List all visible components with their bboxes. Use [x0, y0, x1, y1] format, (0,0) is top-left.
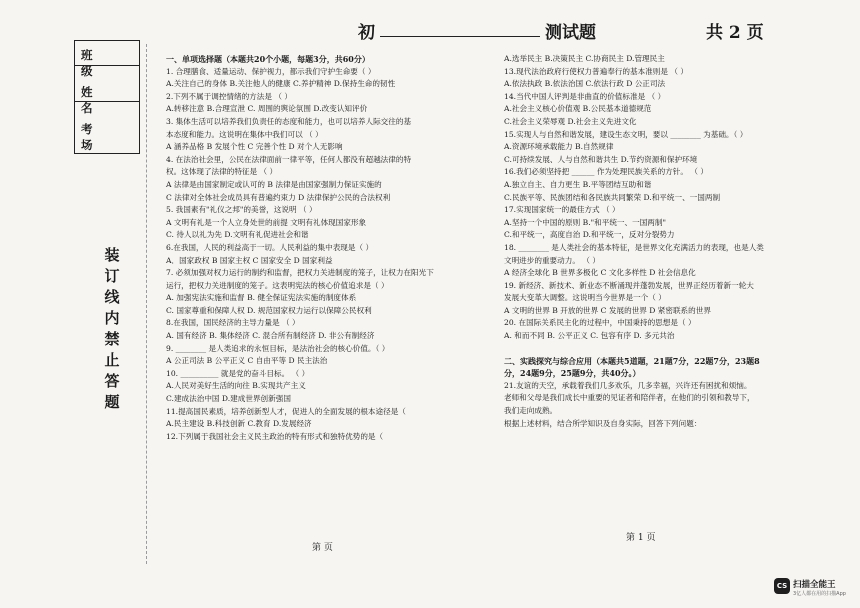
question-line: A. 国有经济 B. 集体经济 C. 混合所有制经济 D. 非公有制经济 [166, 331, 375, 341]
question-line: A.选举民主 B.决策民主 C.协商民主 D.管理民主 [504, 54, 665, 63]
question-line: 17.实现国家统一的最佳方式 （ ） [504, 205, 620, 215]
question-line: 20. 在国际关系民主化的过程中，中国秉持的思想是（ ） [504, 318, 696, 328]
question-line: A 经济全球化 B 世界多极化 C 文化多样性 D 社会信息化 [504, 268, 696, 278]
header-blank [380, 36, 540, 37]
question-line: 11.提高国民素质，培养创新型人才，促进人的全面发展的根本途径是（ [166, 406, 406, 416]
section-heading: 分，24题9分，25题9分，共40分。） [504, 368, 641, 379]
question-line: 我们走向成熟。 [504, 406, 558, 416]
header-grade: 初 [358, 23, 375, 43]
question-line: A.社会主义核心价值观 B.公民基本道德规范 [504, 104, 652, 114]
scanner-logo-icon: CS [774, 578, 790, 594]
question-line: A.依法执政 B.依法治国 C.依法行政 D 公正司法 [504, 79, 666, 89]
question-line: 14.当代中国人评判是非曲直的价值标准是 （ ） [504, 91, 666, 101]
seal-char: 装 [104, 246, 120, 264]
question-line: 2.下列不属于调控情绪的方法是 （ ） [166, 91, 292, 101]
header-title: 测试题 [545, 23, 596, 43]
seal-char: 答 [104, 372, 120, 390]
room-label: 考 场 [81, 122, 107, 152]
question-line: 7. 必须加强对权力运行的制约和监督，把权力关进制度的笼子，让权力在阳光下 [166, 268, 434, 278]
question-line: C.社会主义荣辱观 D.社会主义先进文化 [504, 116, 637, 126]
section-heading: 二、实践探究与综合应用（本题共5道题，21题7分，22题7分，23题8 [504, 355, 760, 366]
left-column [166, 53, 496, 443]
question-line: 运行，把权力关进制度的笼子。这表明宪法的核心价值追求是（ ） [166, 280, 389, 290]
seal-char: 订 [104, 267, 120, 285]
question-line: 18. ________ 是人类社会的基本特征，是世界文化充满活力的表现，也是人类 [504, 242, 764, 252]
question-line: 本态度和能力。这说明在集体中我们可以 （ ） [166, 129, 323, 139]
question-line: A．国家政权 B 国家主权 C 国家安全 D 国家利益 [166, 255, 333, 265]
question-line: A.民主建设 B.科技创新 C.教育 D.发展经济 [166, 419, 312, 429]
question-line: C.建成法治中国 D.建成世界创新强国 [166, 394, 291, 404]
scanner-name: 扫描全能王 [793, 580, 836, 590]
question-line: A 文明的世界 B 开放的世界 C 发展的世界 D 紧密联系的世界 [504, 305, 711, 315]
question-line: 6.在我国，人民的利益高于一切。人民利益的集中表现是（ ） [166, 242, 374, 252]
question-line: 15.实现人与自然和谐发展，建设生态文明，要以 ________ 为基础。（ ） [504, 129, 748, 139]
question-line: 3. 集体生活可以培养我们负责任的态度和能力，也可以培养人际交往的基 [166, 116, 412, 126]
binding-seal-text [103, 245, 121, 413]
class-label: 班 级 [81, 48, 107, 78]
question-line: 12.下列属于我国社会主义民主政治的特有形式和独特优势的是（ [166, 431, 384, 441]
question-line: C 法律对全体社会成员具有普遍约束力 D 法律保护公民的合法权利 [166, 192, 391, 202]
question-line: 10. __________ 就是党的奋斗目标。 （ ） [166, 368, 310, 378]
seal-char: 题 [104, 393, 120, 411]
question-line: C.民族平等、民族团结和各民族共同繁荣 D.和平统一、一国两制 [504, 192, 721, 202]
question-line: A.转移注意 B.合理宣泄 C. 周围的舆论氛围 D.改变认知评价 [166, 104, 368, 114]
question-line: 发展大变革大调整。这说明当今世界是一个（ ） [504, 293, 666, 303]
question-line: A. 和而不同 B. 公平正义 C. 包容有序 D. 多元共治 [504, 331, 675, 341]
question-line: A.关注自己的身体 B.关注他人的健康 C.养护精神 D.保持生命的韧性 [166, 79, 396, 89]
question-line: 5. 我国素有"礼仪之邦"的美誉，这说明 （ ） [166, 205, 317, 215]
seal-char: 禁 [104, 330, 120, 348]
question-line: C.可持续发展、人与自然和谐共生 D.节约资源和保护环境 [504, 154, 698, 164]
question-line: 老师和父母是我们成长中重要的见证者和陪伴者，在他们的引领和教导下， [504, 393, 755, 403]
student-info-box [74, 40, 140, 154]
question-line: 1. 合理膳食、适量运动、保护视力，都示我们守护生命要（ ） [166, 66, 376, 76]
question-line: 8.在我国，国民经济的主导力量是 （ ） [166, 318, 300, 328]
question-line: 13.现代法治政府行使权力普遍奉行的基本准则是 （ ） [504, 66, 688, 76]
question-line: 权。这体现了法律的特征是 （ ） [166, 167, 278, 177]
name-label: 姓 名 [81, 85, 107, 115]
question-line: A 文明有礼是一个人立身处世的前提 文明有礼体现国家形象 [166, 217, 367, 227]
left-page-number: 第 页 [312, 543, 333, 553]
question-line: 根据上述材料，结合所学知识及自身实际，回答下列问题： [504, 418, 702, 428]
right-column [504, 53, 804, 430]
seal-char: 内 [104, 309, 120, 327]
header-total-pages: 共 2 页 [706, 23, 764, 43]
question-line: C. 国家尊重和保障人权 D. 规范国家权力运行以保障公民权利 [166, 305, 372, 315]
question-line: 9. ________ 是人类追求的永恒目标，是法治社会的核心价值。（ ） [166, 343, 390, 353]
question-line: A 法律是由国家制定或认可的 B 法律是由国家强制力保证实施的 [166, 179, 382, 189]
question-line: 19. 新经济、新技术、新业态不断涌现并蓬勃发展，世界正经历着新一轮大 [504, 280, 754, 290]
question-line: 16.我们必须坚持把 ______ 作为处理民族关系的方针。 （ ） [504, 167, 708, 177]
scanner-tagline: 3亿人都在用的扫描App [793, 591, 846, 597]
scanner-watermark [774, 576, 854, 600]
question-line: A.独立自主、自力更生 B.平等团结互助和谐 [504, 179, 652, 189]
section-heading: 一、单项选择题（本题共20个小题，每题3分，共60分） [166, 54, 370, 64]
question-line: C.和平统一，高度自治 D.和平统一，反对分裂势力 [504, 230, 675, 240]
seal-char: 线 [104, 288, 120, 306]
question-line: A 公正司法 B 公平正义 C 自由平等 D 民主法治 [166, 356, 328, 366]
question-line: 4. 在法治社会里，公民在法律面前一律平等，任何人都没有超越法律的特 [166, 154, 412, 164]
question-line: 21.友谊的天空，承载着我们几多欢乐，几多幸福，兴许还有困扰和烦恼。 [504, 380, 752, 390]
question-line: 文明进步的重要动力。 （ ） [504, 255, 600, 265]
question-line: A.坚持一个中国的原则 B."和平统一、一国两制" [504, 217, 666, 227]
question-line: A.资源环境承载能力 B.自然规律 [504, 142, 614, 152]
right-page-number: 第 1 页 [626, 533, 656, 543]
seal-char: 止 [104, 351, 120, 369]
question-line: A 涵养品格 B 发展个性 C 完善个性 D 对个人无影响 [166, 142, 343, 152]
question-line: C. 待人以礼为先 D.文明有礼促进社会和谐 [166, 230, 309, 240]
question-line: A. 加强宪法实施和监督 B. 健全保证宪法实施的制度体系 [166, 293, 357, 303]
question-line: A.人民对美好生活的向往 B.实现共产主义 [166, 381, 306, 391]
binding-line [146, 44, 147, 564]
